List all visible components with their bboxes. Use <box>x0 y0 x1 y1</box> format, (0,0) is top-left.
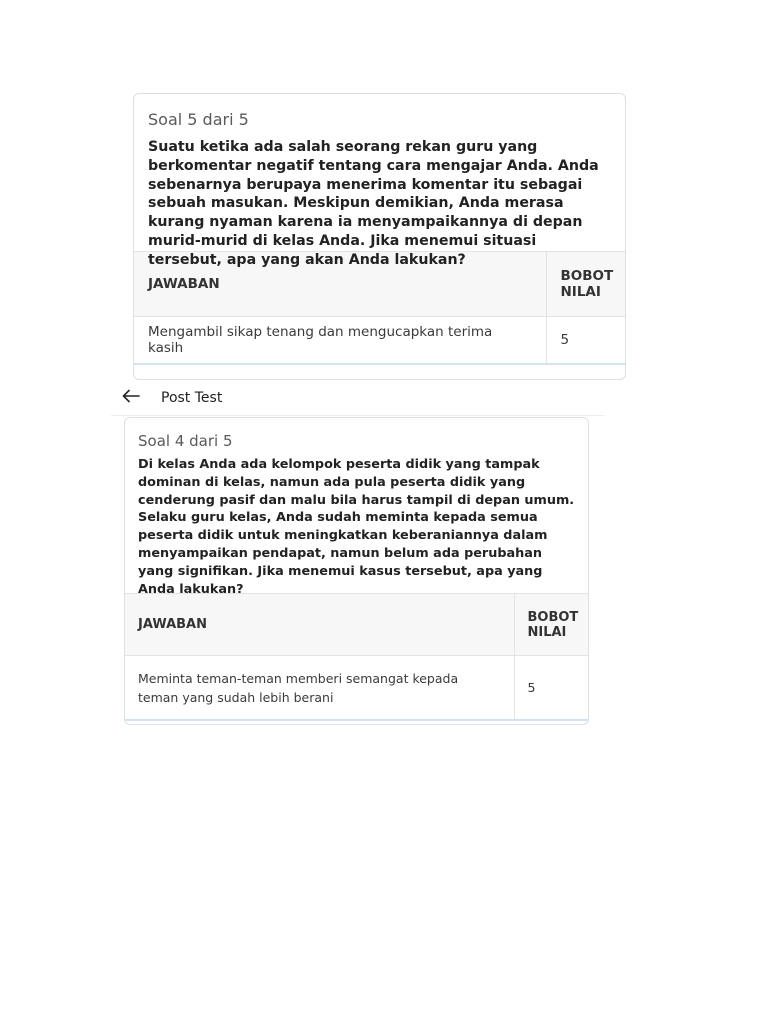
header-weight: BOBOT NILAI <box>546 252 625 317</box>
question-counter: Soal 5 dari 5 <box>148 110 249 129</box>
answer-weight: 5 <box>546 317 625 365</box>
question-card-4 <box>124 417 589 725</box>
app-bar <box>111 380 604 416</box>
table-row <box>134 317 625 365</box>
table-row <box>125 656 588 721</box>
arrow-left-icon <box>122 388 140 407</box>
answer-table <box>125 593 588 721</box>
answer-text: Meminta teman-teman memberi semangat kepada teman yang sudah lebih berani <box>125 656 514 721</box>
question-text: Suatu ketika ada salah seorang rekan guru yang berkomentar negatif tentang cara mengajar Anda. Anda sebenarnya berupaya menerima komentar itu sebagai sebuah masukan. Meskipun demikian, Anda merasa kurang nyaman karena ia menyampaikannya di depan murid-murid di kelas Anda. Jika menemui situasi tersebut, apa yang akan Anda lakukan? <box>148 139 599 268</box>
header-weight: BOBOT NILAI <box>514 594 588 656</box>
back-button[interactable] <box>111 382 151 414</box>
question-text: Di kelas Anda ada kelompok peserta didik yang tampak dominan di kelas, namun ada pula peserta didik yang cenderung pasif dan malu bila harus tampil di depan umum. Selaku guru kelas, Anda sudah meminta kepada semua peserta didik untuk meningkatkan keberaniannya dalam menyampaikan pendapat, namun belum ada perubahan yang signifikan. Jika menemui kasus tersebut, apa yang Anda lakukan? <box>138 457 575 597</box>
answer-text: Mengambil sikap tenang dan mengucapkan terima kasih <box>134 317 546 365</box>
page-title: Post Test <box>161 389 223 406</box>
question-counter: Soal 4 dari 5 <box>138 432 233 450</box>
question-card-5 <box>133 93 626 380</box>
answer-table-header <box>125 594 588 656</box>
header-answer: JAWABAN <box>134 252 546 317</box>
header-answer: JAWABAN <box>125 594 514 656</box>
answer-weight: 5 <box>514 656 588 721</box>
